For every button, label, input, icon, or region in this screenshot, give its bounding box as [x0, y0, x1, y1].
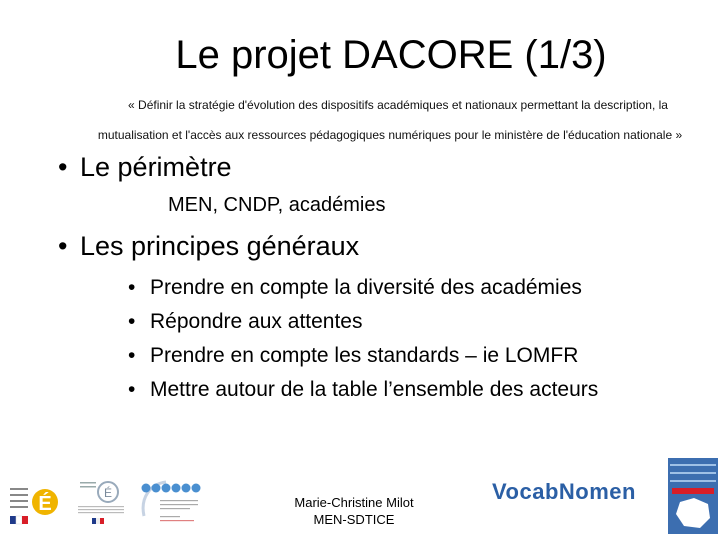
subtitle-line-2: mutualisation et l'accès aux ressources pédagogiques numériques pour le ministère de l'éducation nationale »: [97, 128, 683, 142]
bullet-icon: •: [58, 231, 68, 261]
bullet-icon: •: [128, 344, 136, 367]
list-item: [128, 309, 598, 343]
svg-text:É: É: [103, 486, 113, 500]
slide-title: Le projet DACORE (1/3): [175, 33, 607, 77]
svg-text:VocabNomen: VocabNomen: [492, 479, 636, 504]
presenter-name: Marie-Christine Milot: [294, 495, 414, 510]
list-item: [128, 377, 598, 411]
bullet-icon: •: [128, 310, 136, 333]
subtitle-line-1: « Définir la stratégie d'évolution des dispositifs académiques et nationaux permettant la description, la: [128, 98, 668, 112]
section-heading-text: Les principes généraux: [80, 231, 360, 261]
list-item: [128, 275, 598, 309]
section-heading-text: Le périmètre: [80, 152, 232, 182]
salon-2010-logo: [668, 458, 718, 534]
scerem-logo: [136, 478, 204, 530]
cndp-logo: [72, 478, 130, 526]
ministry-education-logo: [8, 478, 60, 534]
bullet-icon: •: [128, 276, 136, 299]
list-item-text: Prendre en compte les standards – ie LOMFR: [150, 344, 579, 367]
list-item-text: Répondre aux attentes: [150, 310, 363, 333]
bullet-icon: •: [128, 378, 136, 401]
slide-subtitle: [97, 90, 696, 150]
principes-list: [128, 275, 598, 411]
list-item-text: Mettre autour de la table l’ensemble des acteurs: [150, 378, 599, 401]
presenter-department: MEN-SDTICE: [313, 512, 395, 527]
section-perimetre-heading: [58, 151, 232, 183]
presenter-credit: [278, 494, 430, 528]
section-principes-heading: [58, 230, 359, 262]
list-item: [128, 343, 598, 377]
list-item-text: Prendre en compte la diversité des académies: [150, 276, 582, 299]
bullet-icon: •: [58, 152, 68, 182]
perimetre-text: MEN, CNDP, académies: [168, 194, 386, 216]
vocabnomen-logo: [490, 478, 664, 504]
svg-text:É: É: [38, 493, 52, 515]
